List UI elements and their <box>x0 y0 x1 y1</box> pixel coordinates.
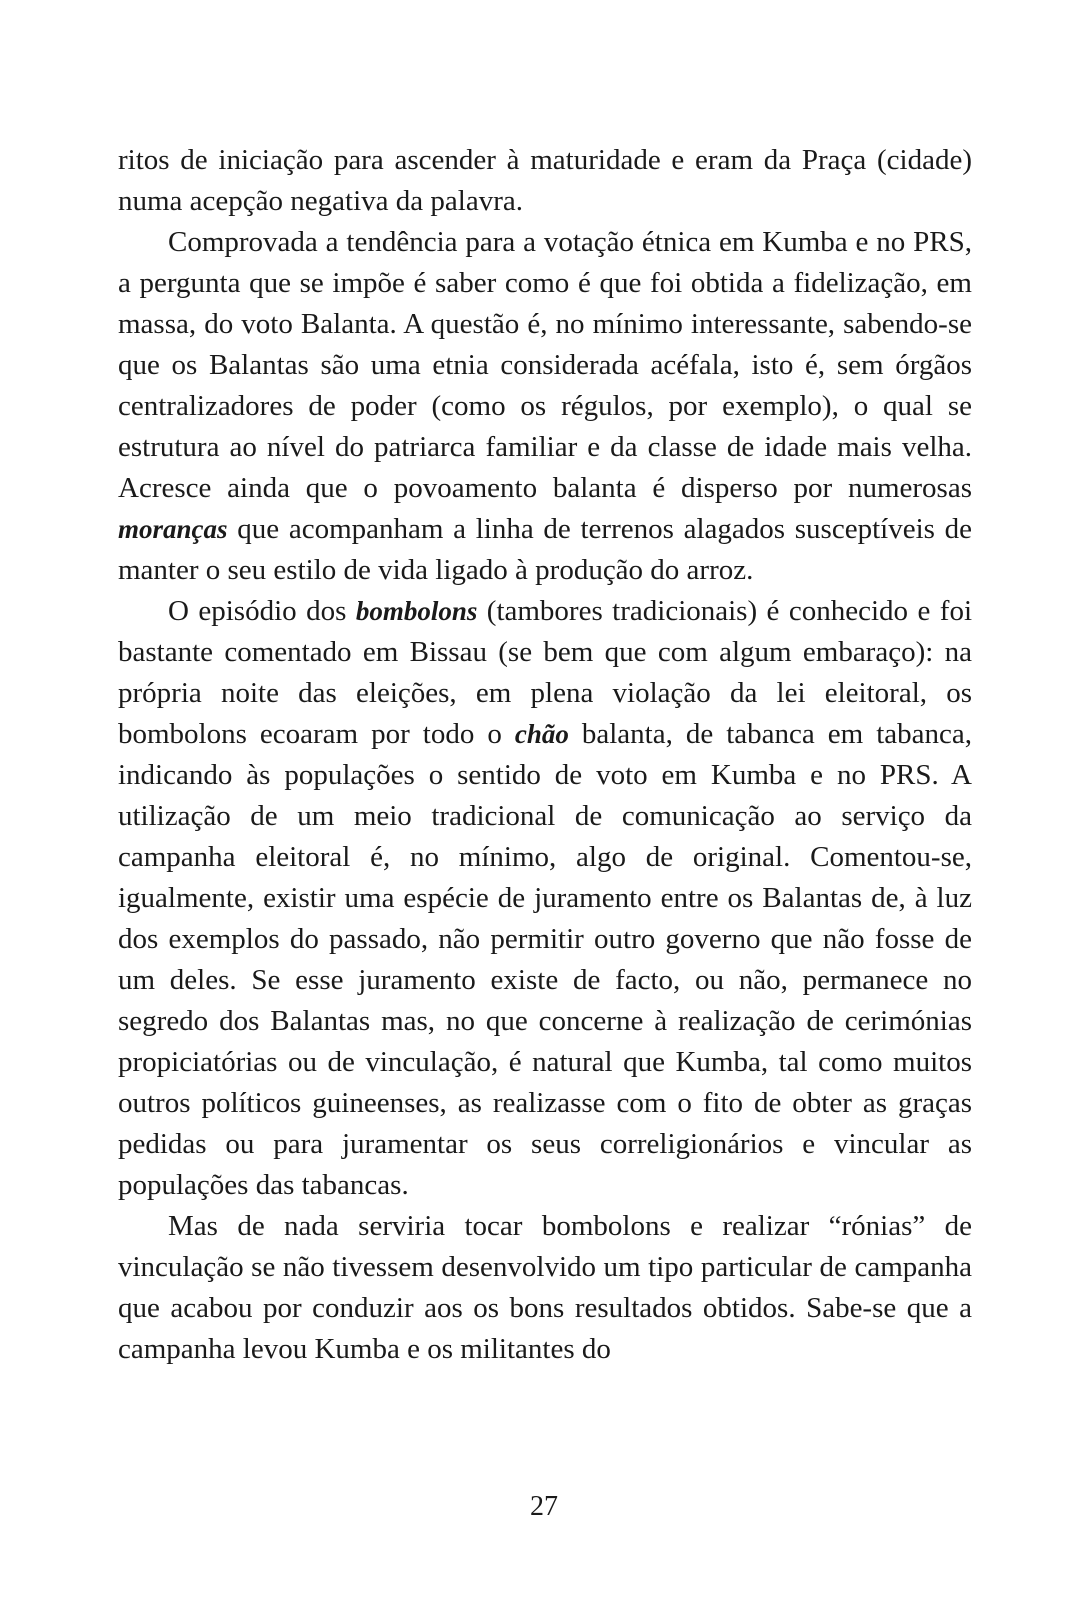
paragraph-2 <box>118 222 972 591</box>
term-bombolons: bombolons <box>355 596 478 626</box>
paragraph-4 <box>118 1206 972 1370</box>
paragraph-3 <box>118 591 972 1206</box>
paragraph-3-text-a: O episódio dos <box>168 595 356 627</box>
paragraph-1-text: ritos de iniciação para ascender à maturidade e eram da Praça (cidade) numa acepção negativa da palavra. <box>118 144 972 217</box>
term-morancas: moranças <box>118 514 228 544</box>
paragraph-4-text: Mas de nada serviria tocar bombolons e realizar “rónias” de vinculação se não tivessem desenvolvido um tipo particular de campanha que acabou por conduzir aos os bons resultados obtidos. Sabe-se que a campanha levou Kumba e os militantes do <box>118 1210 972 1365</box>
page-number: 27 <box>530 1491 558 1522</box>
paragraph-1 <box>118 140 972 222</box>
paragraph-3-text-b: (tambores tradicionais) é conhecido e foi bastante comentado em Bissau (se bem que com algum embaraço): na própria noite das eleições, em plena violação da lei eleitoral, os bombolons ecoaram por todo o <box>118 595 972 750</box>
paragraph-2-text-a: Comprovada a tendência para a votação étnica em Kumba e no PRS, a pergunta que se impõe é saber como é que foi obtida a fidelização, em massa, do voto Balanta. A questão é, no mínimo interessante, sabendo-se que os Balantas são uma etnia considerada acéfala, isto é, sem órgãos centralizadores de poder (como os régulos, por exemplo), o qual se estrutura ao nível do patriarca familiar e da classe de idade mais velha. Acresce ainda que o povoamento balanta é disperso por numerosas <box>118 226 972 504</box>
paragraph-2-text-b: que acompanham a linha de terrenos alagados susceptíveis de manter o seu estilo de vida ligado à produção do arroz. <box>118 513 972 586</box>
page-body <box>118 140 972 1370</box>
paragraph-3-text-c: balanta, de tabanca em tabanca, indicando às populações o sentido de voto em Kumba e no PRS. A utilização de um meio tradicional de comunicação ao serviço da campanha eleitoral é, no mínimo, algo de original. Comentou-se, igualmente, existir uma espécie de juramento entre os Balantas de, à luz dos exemplos do passado, não permitir outro governo que não fosse de um deles. Se esse juramento existe de facto, ou não, permanece no segredo dos Balantas mas, no que concerne à realização de cerimónias propiciatórias ou de vinculação, é natural que Kumba, tal como muitos outros políticos guineenses, as realizasse com o fito de obter as graças pedidas ou para juramentar os seus correligionários e vincular as populações das tabancas. <box>118 718 972 1201</box>
term-chao: chão <box>514 719 569 749</box>
